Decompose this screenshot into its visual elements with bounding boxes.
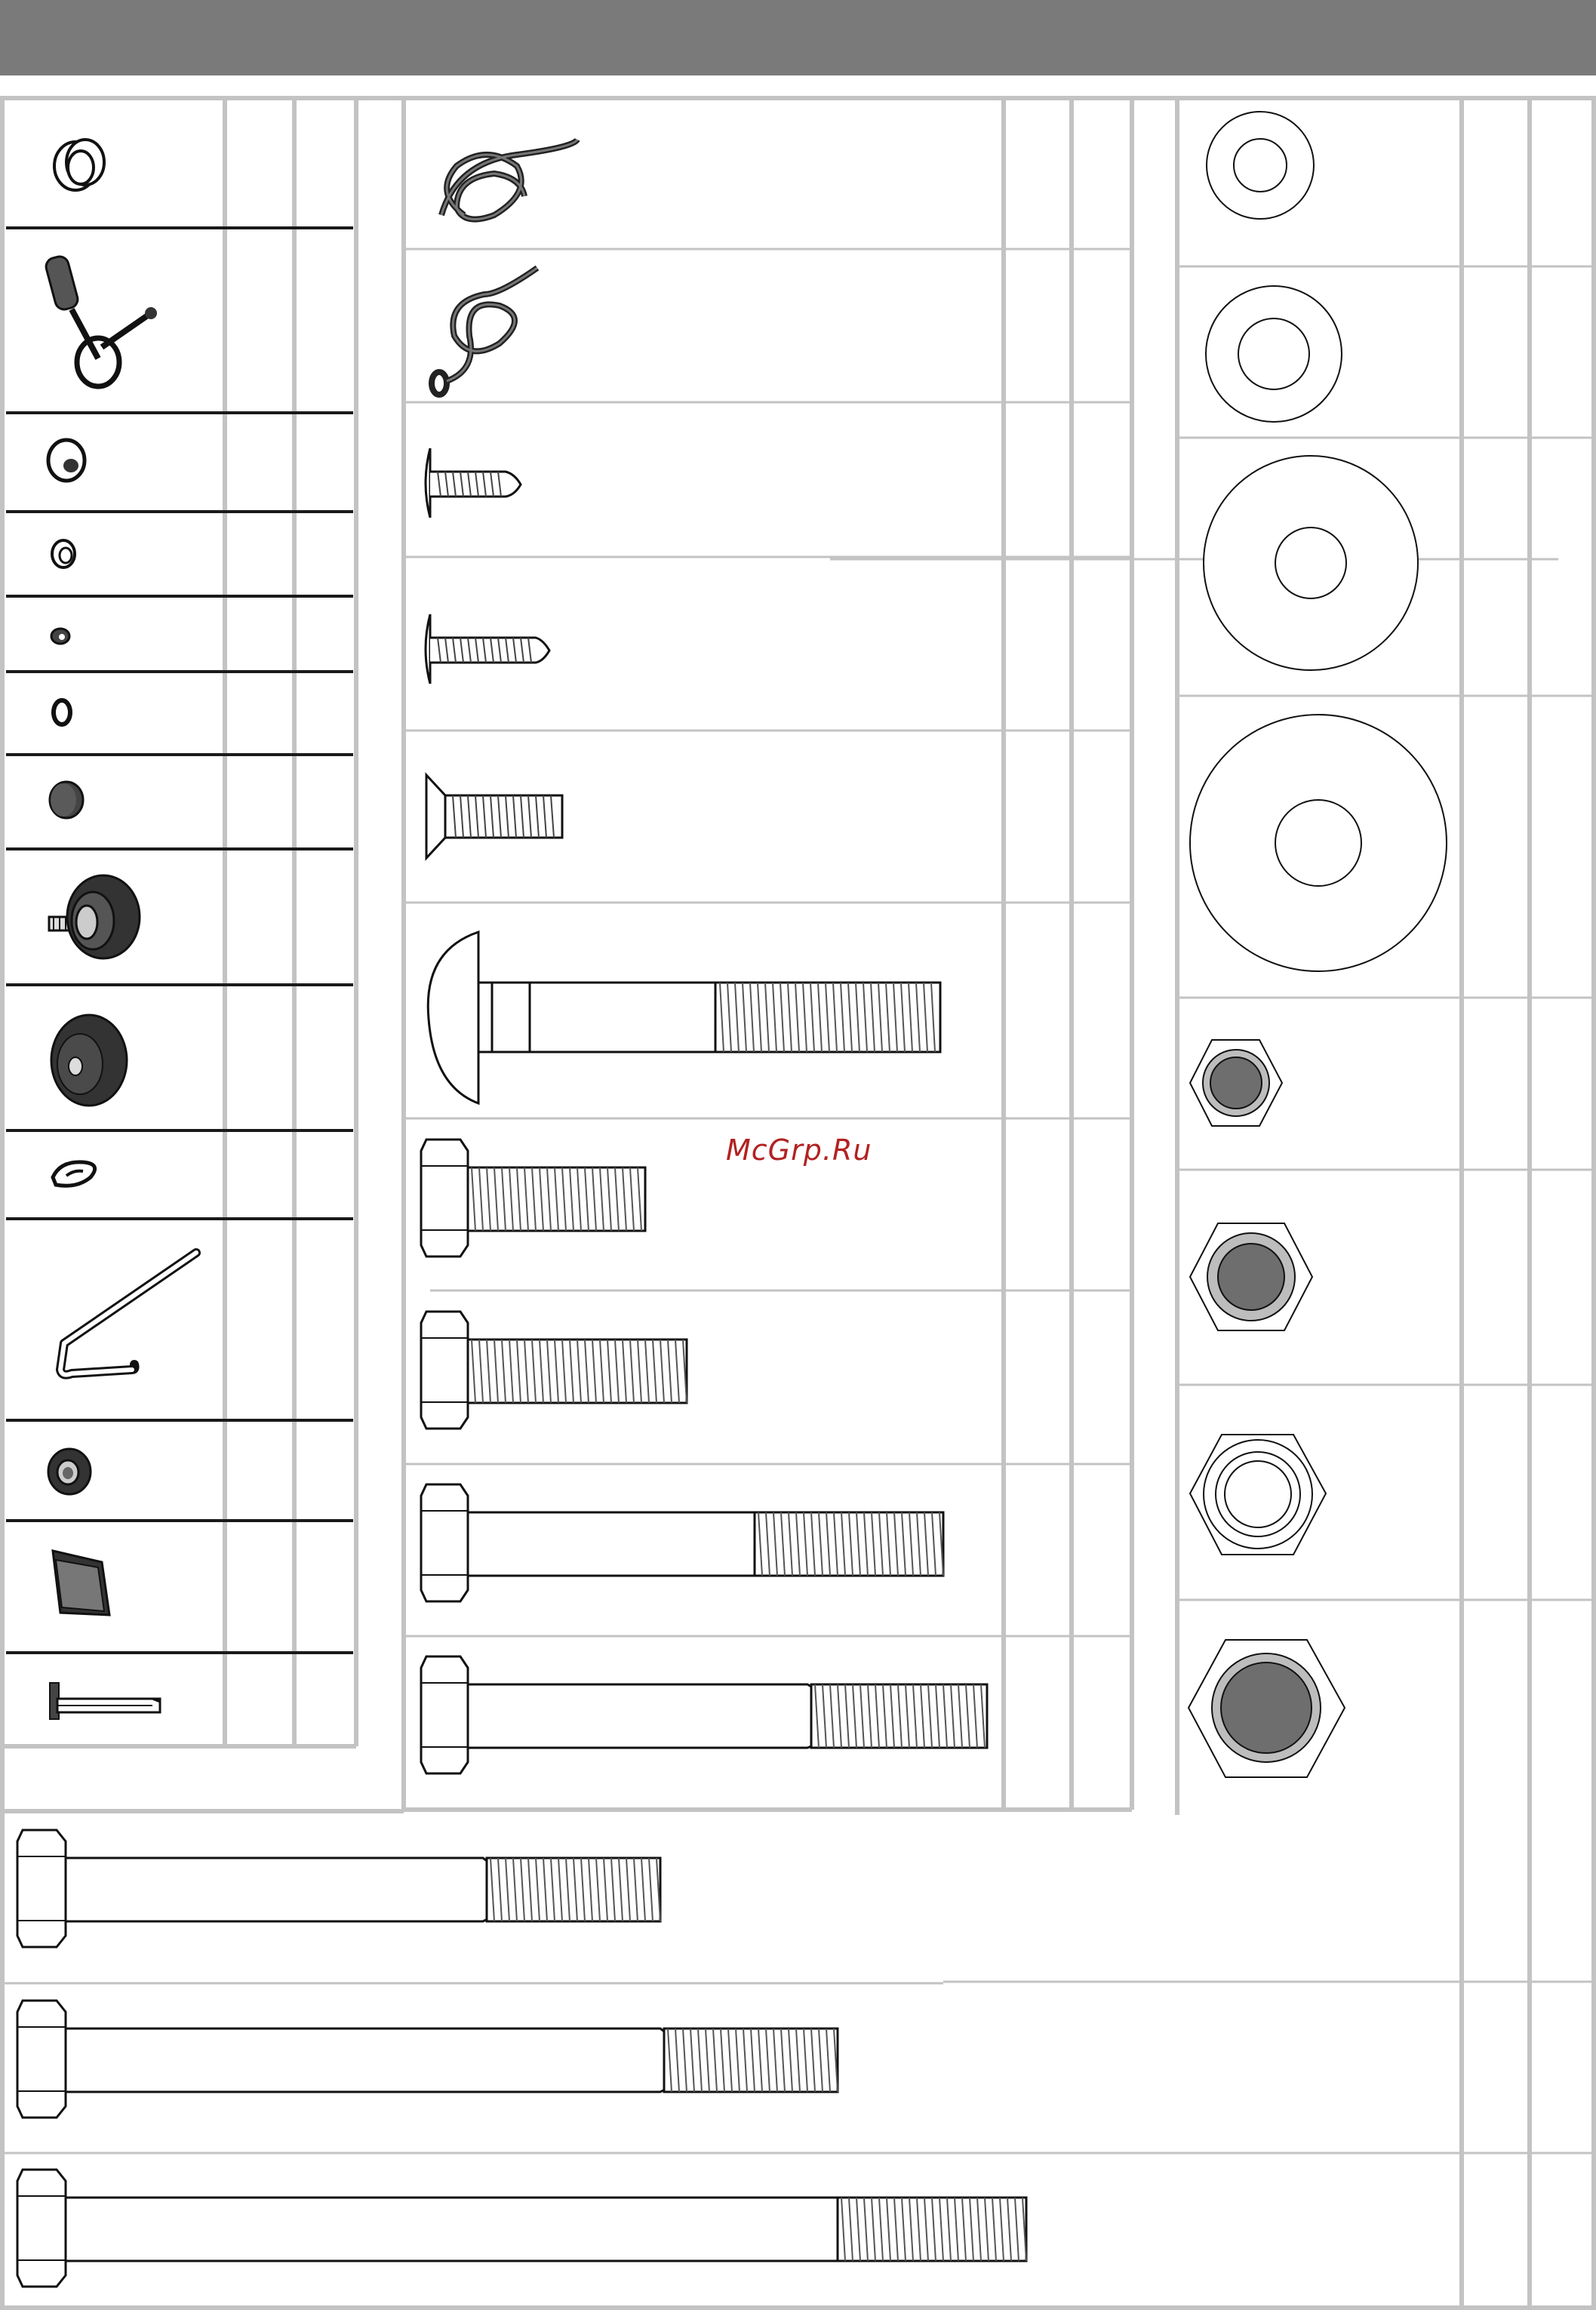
small-ring-part: [47, 537, 85, 575]
washer-medium-part: [1203, 283, 1346, 426]
cable-coil-part: [434, 132, 585, 230]
rubber-ring-part: [45, 1445, 98, 1498]
washer-extra-large-part: [1188, 715, 1452, 979]
spring-clip-pin-part: [42, 249, 170, 400]
hex-bolt-half-thread-part: [419, 1481, 947, 1609]
pan-head-tapping-screw-short-part: [415, 445, 521, 528]
pan-head-tapping-screw-long-part: [415, 611, 551, 694]
hex-bolt-medium-part: [419, 1308, 698, 1436]
hex-key-wrench-part: [45, 1238, 204, 1404]
tiny-spring-washer-part: [48, 694, 78, 732]
oval-grommet-part: [45, 1155, 106, 1192]
countersunk-screw-part: [423, 771, 574, 862]
watermark-text: McGrp.Ru: [726, 1133, 872, 1167]
lock-nut-medium-part: [1188, 1221, 1316, 1334]
washer-large-part: [1201, 455, 1420, 674]
tiny-nut-part: [47, 623, 77, 653]
hex-bolt-long-1-part: [15, 1826, 679, 1955]
hex-bolt-long-2-part: [15, 1997, 860, 2125]
knob-with-threaded-stud-part: [42, 868, 155, 966]
cotter-pin-part: [47, 1679, 168, 1724]
small-cap-part: [44, 434, 97, 487]
hex-bolt-long-3-part: [15, 2166, 1034, 2294]
washer-small-part: [1204, 111, 1318, 224]
hex-bolt-short-part: [419, 1136, 660, 1264]
knob-with-hole-part: [44, 1007, 134, 1113]
hex-nut-plain-part: [1188, 1432, 1328, 1557]
cable-with-loop-part: [424, 264, 552, 396]
hex-bolt-long-half-thread-part: [419, 1653, 992, 1781]
round-plug-part: [45, 777, 91, 823]
square-end-cap-part: [45, 1543, 121, 1626]
lock-nut-large-part: [1186, 1638, 1348, 1781]
lock-nut-small-part: [1188, 1038, 1286, 1128]
bushing-ring-part: [42, 121, 132, 211]
carriage-bolt-part: [423, 928, 951, 1109]
